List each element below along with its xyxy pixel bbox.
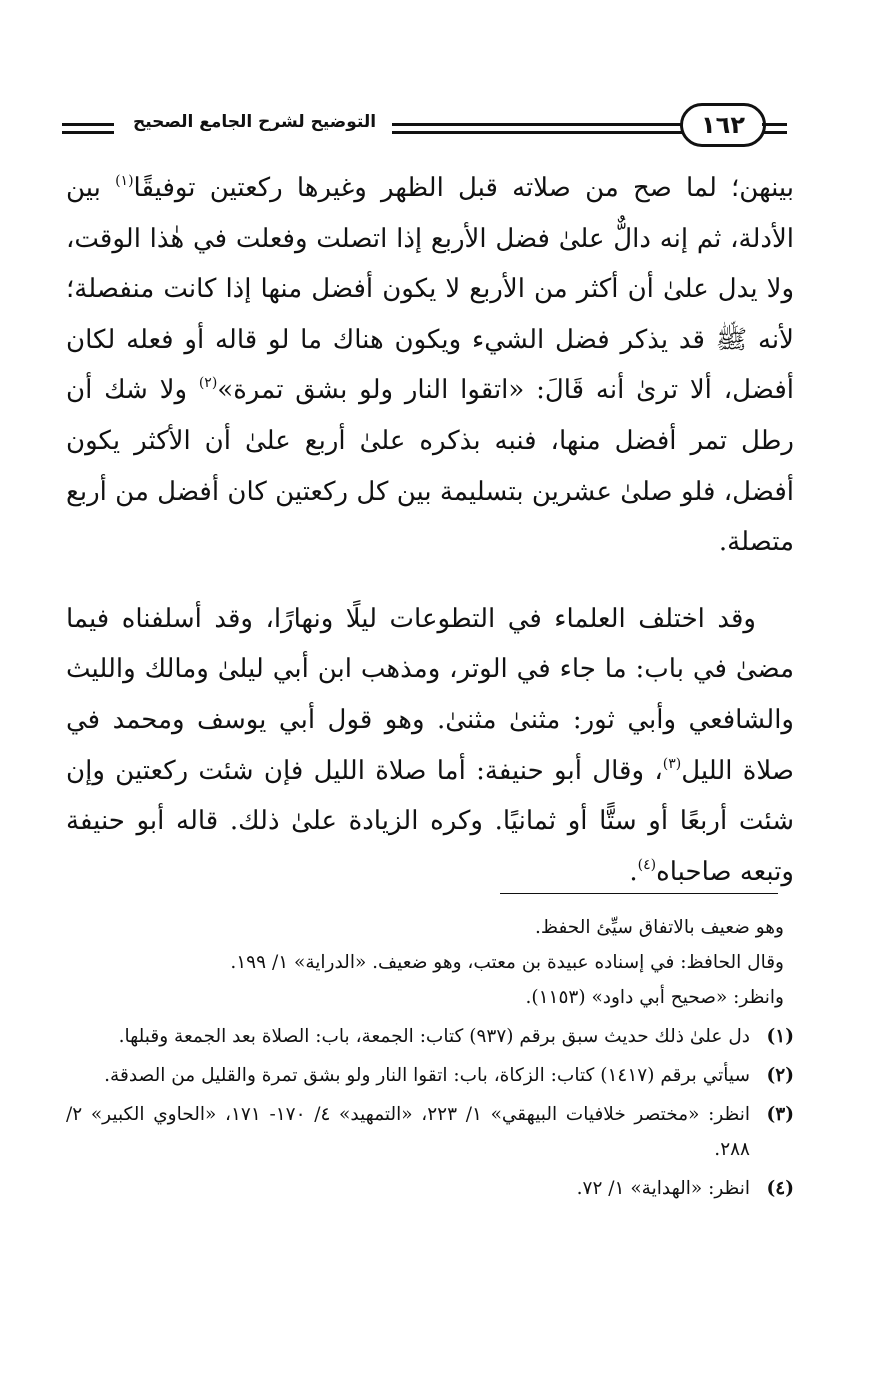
footnote-ref: (١) <box>115 173 134 189</box>
header-rule <box>762 131 787 134</box>
footnote-text: انظر: «الهداية» ١/ ٧٢. <box>576 1178 750 1199</box>
header-rule <box>392 123 682 126</box>
paragraph <box>66 594 794 898</box>
footnote-text: انظر: «مختصر خلافيات البيهقي» ١/ ٢٢٣، «التمهيد» ٤/ ١٧٠- ١٧١، «الحاوي الكبير» ٢/ ٢٨٨. <box>66 1104 751 1160</box>
footnote-text: دل علىٰ ذلك حديث سبق برقم (٩٣٧) كتاب: الجمعة، باب: الصلاة بعد الجمعة وقبلها. <box>118 1026 750 1047</box>
main-text <box>66 163 794 897</box>
footnote-continuation: وانظر: «صحيح أبي داود» (١١٥٣). <box>525 987 784 1008</box>
footnote-separator <box>500 893 778 894</box>
footnote-ref: (٤) <box>637 856 657 873</box>
footnote-number: (٤) <box>766 1178 794 1199</box>
footnote-text: سيأتي برقم (١٤١٧) كتاب: الزكاة، باب: اتقوا النار ولو بشق تمرة والقليل من الصدقة. <box>104 1065 750 1086</box>
text-run: ولا شك أن رطل تمر أفضل منها، فنبه بذكره علىٰ أربع علىٰ أن الأكثر يكون أفضل، فلو صلىٰ عشرين بتسليمة بين كل ركعتين كان أفضل من أربع متصلة. <box>66 375 794 558</box>
header-rule <box>392 131 682 134</box>
page-header <box>62 103 787 151</box>
footnote-number: (١) <box>766 1026 794 1047</box>
footnote-continuation: وقال الحافظ: في إسناده عبيدة بن معتب، وهو ضعيف. «الدراية» ١/ ١٩٩. <box>230 952 784 973</box>
text-run: ، وقال أبو حنيفة: أما صلاة الليل فإن شئت ركعتين وإن شئت أربعًا أو ستًّا أو ثمانيًا. وكره الزيادة علىٰ ذلك. قاله أبو حنيفة وتبعه صاحباه <box>66 755 794 887</box>
footnote-number: (٢) <box>766 1065 794 1086</box>
footnotes <box>66 910 794 1206</box>
footnote-number: (٣) <box>766 1104 794 1125</box>
text-run: وقد اختلف العلماء في التطوعات ليلًا ونهارًا، وقد أسلفناه فيما مضىٰ في باب: ما جاء في الوتر، ومذهب ابن أبي ليلىٰ ومالك والليث والشافعي وأبي ثور: مثنىٰ مثنىٰ. وهو قول أبي يوسف ومحمد في صلاة الليل <box>66 603 794 786</box>
footnote-ref: (٢) <box>198 375 218 392</box>
header-rule <box>62 131 114 134</box>
page-number: ١٦٢ <box>680 103 766 147</box>
header-rule <box>762 123 787 126</box>
footnote-item <box>66 1058 794 1093</box>
footnote-item <box>66 1171 794 1206</box>
text-run: بينهن؛ لما صح من صلاته قبل الظهر وغيرها ركعتين توفيقًا <box>133 173 795 203</box>
header-rule <box>62 123 114 126</box>
footnote-continuation: وهو ضعيف بالاتفاق سيِّئ الحفظ. <box>535 917 784 938</box>
text-run: بين الأدلة، ثم إنه دالٌّ علىٰ فضل الأربع إذا اتصلت وفعلت في هٰذا الوقت، ولا يدل علىٰ أن أكثر من الأربع لا يكون أفضل منها إذا كانت منفصلة؛ لأنه ﷺ قد يذكر فضل الشيء ويكون هناك ما لو قاله أو فعله لكان أفضل، ألا ترىٰ أنه قَالَ: «اتقوا النار ولو بشق تمرة» <box>66 173 794 406</box>
running-title: التوضيح لشرح الجامع الصحيح <box>132 112 377 132</box>
paragraph <box>66 163 794 568</box>
text-run: . <box>629 856 638 887</box>
footnote-ref: (٣) <box>662 755 682 772</box>
footnote-item <box>66 1097 794 1167</box>
footnote-item <box>66 1019 794 1054</box>
